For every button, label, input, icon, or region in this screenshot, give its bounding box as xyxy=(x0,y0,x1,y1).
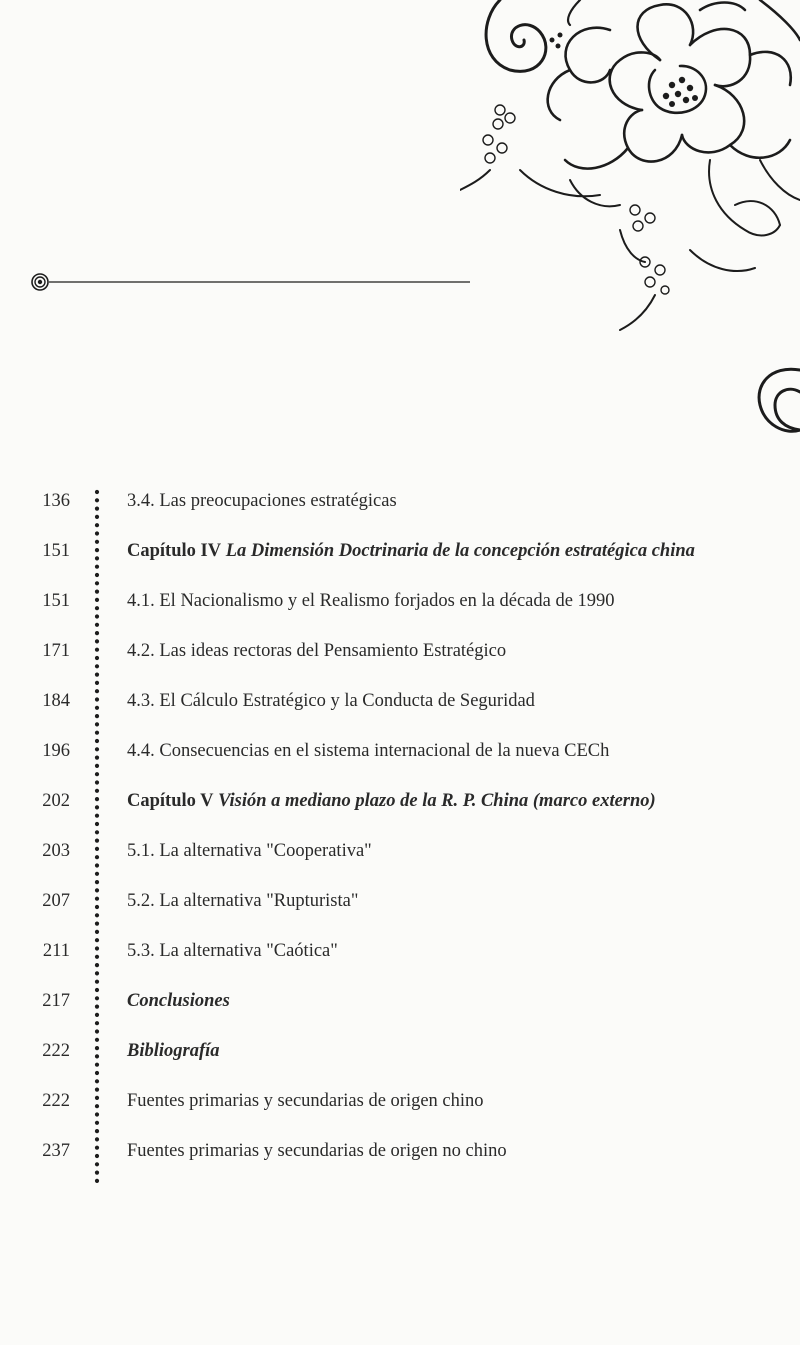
toc-entry xyxy=(0,533,800,569)
chapter-heading xyxy=(127,533,695,569)
entry-label: 4.2. Las ideas rectoras del Pensamiento Estratégico xyxy=(127,641,507,661)
page-number: 217 xyxy=(42,991,70,1011)
entry-label: Fuentes primarias y secundarias de origen no chino xyxy=(127,1141,507,1161)
page-number: 151 xyxy=(42,591,70,611)
toc-entry xyxy=(0,483,800,519)
chapter-title: Visión a mediano plazo de la R. P. China (marco externo) xyxy=(218,791,656,811)
toc-entry xyxy=(0,733,800,769)
entry-label: Fuentes primarias y secundarias de origen chino xyxy=(127,1091,484,1111)
page-number: 136 xyxy=(42,491,70,511)
toc-entry xyxy=(0,683,800,719)
chapter-title: La Dimensión Doctrinaria de la concepción estratégica china xyxy=(225,541,695,561)
toc-entry xyxy=(0,883,800,919)
toc-entry xyxy=(0,1083,800,1119)
toc-entry xyxy=(0,1133,800,1169)
floral-ornament-icon xyxy=(460,0,800,450)
page-number: 207 xyxy=(42,891,70,911)
toc-entry xyxy=(0,983,800,1019)
entry-label: 3.4. Las preocupaciones estratégicas xyxy=(127,491,397,511)
toc-entry xyxy=(0,783,800,819)
page-number: 171 xyxy=(42,641,70,661)
page-number: 202 xyxy=(42,791,70,811)
section-heading: Conclusiones xyxy=(127,991,230,1011)
entry-label: 4.4. Consecuencias en el sistema internacional de la nueva CECh xyxy=(127,741,610,761)
chapter-label: Capítulo IV xyxy=(127,541,222,561)
circle-rule-icon xyxy=(30,270,475,294)
page-number: 222 xyxy=(42,1041,70,1061)
page-number: 196 xyxy=(42,741,70,761)
chapter-heading xyxy=(127,783,656,819)
section-heading: Bibliografía xyxy=(127,1041,220,1061)
page-number: 222 xyxy=(42,1091,70,1111)
toc-entry xyxy=(0,1033,800,1069)
toc-entry xyxy=(0,933,800,969)
entry-label: 5.2. La alternativa "Rupturista" xyxy=(127,891,359,911)
page-number: 203 xyxy=(42,841,70,861)
page-number: 237 xyxy=(42,1141,70,1161)
entry-label: 4.3. El Cálculo Estratégico y la Conducta de Seguridad xyxy=(127,691,535,711)
entry-label: 5.3. La alternativa "Caótica" xyxy=(127,941,338,961)
entry-label: 4.1. El Nacionalismo y el Realismo forjados en la década de 1990 xyxy=(127,591,615,611)
chapter-label: Capítulo V xyxy=(127,791,214,811)
toc-entry xyxy=(0,833,800,869)
toc-entry xyxy=(0,633,800,669)
entry-label: 5.1. La alternativa "Cooperativa" xyxy=(127,841,372,861)
toc-entry xyxy=(0,583,800,619)
page-number: 184 xyxy=(42,691,70,711)
page-number: 211 xyxy=(42,941,70,961)
page-number: 151 xyxy=(42,541,70,561)
